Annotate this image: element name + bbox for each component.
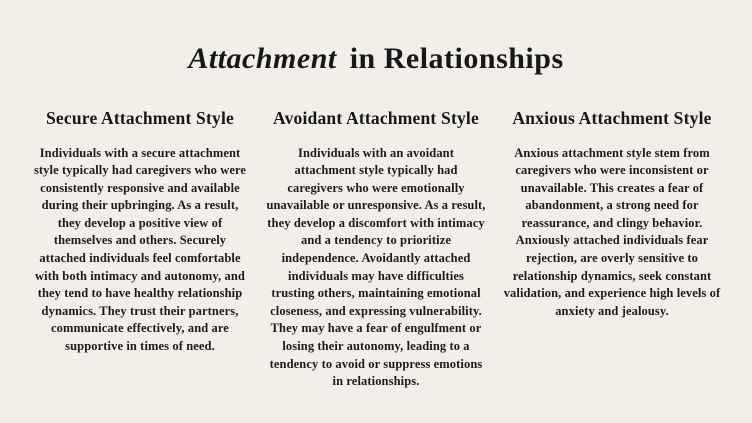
page-title <box>0 40 752 78</box>
column-avoidant-attachment <box>266 108 486 391</box>
page-title-regular-part: in Relationships <box>349 42 564 75</box>
avoidant-attachment-description: Individuals with an avoidant attachment style typically had caregivers who were emotionally unavailable or unresponsive. As a result, they develop a discomfort with intimacy and a tendency to prioritize independence. Avoidantly attached individuals may have difficulties trusting others, maintaining emotional closeness, and expressing vulnerability. They may have a fear of engulfment or losing their autonomy, leading to a tendency to avoid or suppress emotions in relationships. <box>266 145 486 389</box>
anxious-attachment-description: Anxious attachment style stem from caregivers who were inconsistent or unavailable. This creates a fear of abandonment, a strong need for reassurance, and clingy behavior. Anxiously attached individuals fear rejection, are overly sensitive to relationship dynamics, seek constant validation, and experience high levels of anxiety and jealousy. <box>503 145 721 318</box>
column-anxious-attachment <box>502 108 722 391</box>
attachment-styles-columns <box>0 108 752 391</box>
anxious-attachment-heading: Anxious Attachment Style <box>512 107 712 128</box>
secure-attachment-description: Individuals with a secure attachment style typically had caregivers who were consistently responsive and available during their upbringing. As a result, they develop a positive view of themselves and others. Securely attached individuals feel comfortable with both intimacy and autonomy, and they tend to have healthy relationship dynamics. They trust their partners, communicate effectively, and are supportive in times of need. <box>33 145 247 354</box>
page-title-italic-part: Attachment <box>188 42 337 75</box>
avoidant-attachment-heading: Avoidant Attachment Style <box>273 107 479 128</box>
secure-attachment-heading: Secure Attachment Style <box>46 107 234 128</box>
column-secure-attachment <box>30 108 250 391</box>
